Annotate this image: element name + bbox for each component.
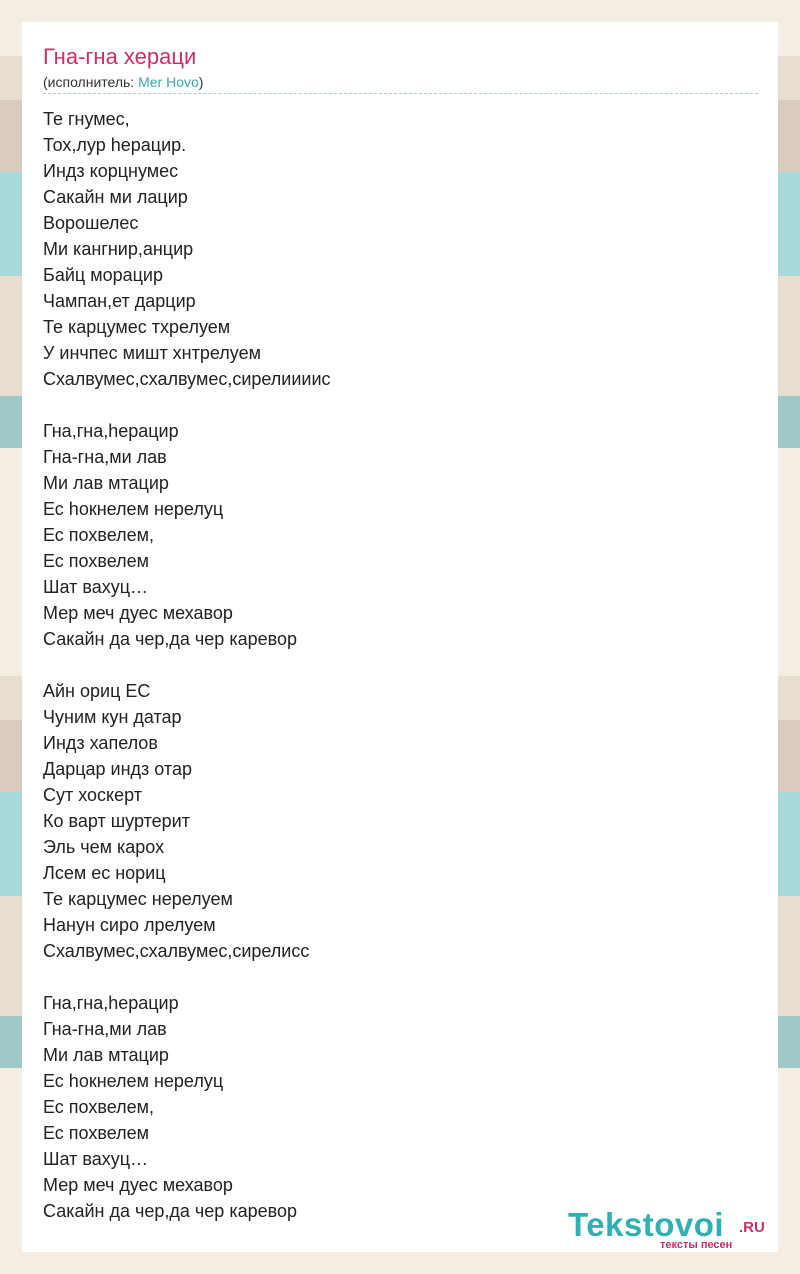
lyric-line: Ес hокнелем нерелуц — [43, 499, 224, 519]
lyric-line: Шат вахуц… — [43, 1149, 149, 1169]
lyric-line: Эль чем карох — [43, 837, 165, 857]
lyric-line: Ес похвелем — [43, 551, 150, 571]
song-title: Гна-гна хераци — [43, 44, 197, 69]
title-divider — [43, 93, 758, 94]
artist-suffix: ) — [198, 74, 204, 90]
lyric-line: Те карцумес тхрелуем — [43, 317, 231, 337]
lyric-line: Ес похвелем, — [43, 1097, 155, 1117]
lyric-line: Гна-гна,ми лав — [43, 447, 167, 467]
lyric-line: У инчпес мишт хнтрелуем — [43, 343, 261, 363]
lyric-line: Гна,гна,hерацир — [43, 993, 179, 1013]
lyric-line: Гна,гна,hерацир — [43, 421, 179, 441]
logo-wordmark: Tekstovoi — [568, 1206, 725, 1243]
lyric-line: Ми лав мтацир — [43, 473, 169, 493]
lyric-line: Мер меч дуес мехавор — [43, 1175, 233, 1195]
lyric-line: Схалвумес,схалвумес,сирелисс — [43, 941, 310, 961]
stanza-gap — [43, 964, 743, 990]
lyric-line: Индз хапелов — [43, 733, 158, 753]
lyric-line: Сакайн да чер,да чер каревор — [43, 1201, 298, 1221]
stanza-gap — [43, 392, 743, 418]
lyric-line: Ес похвелем, — [43, 525, 155, 545]
site-logo[interactable] — [568, 1206, 778, 1252]
lyric-line: Индз корцнумес — [43, 161, 179, 181]
lyric-line: Чампан,ет дарцир — [43, 291, 196, 311]
lyric-line: Байц морацир — [43, 265, 163, 285]
lyric-line: Сут хоскерт — [43, 785, 142, 805]
logo-domain: .RU — [739, 1219, 765, 1236]
lyric-line: Ес похвелем — [43, 1123, 150, 1143]
lyric-line: Те карцумес нерелуем — [43, 889, 233, 909]
logo-tagline: тексты песен — [660, 1239, 733, 1251]
lyric-line: Ко варт шуртерит — [43, 811, 190, 831]
lyric-line: Шат вахуц… — [43, 577, 149, 597]
artist-link[interactable]: Mer Hovo — [138, 74, 199, 90]
lyric-line: Сакайн да чер,да чер каревор — [43, 629, 298, 649]
lyric-line: Лсем ес нориц — [43, 863, 166, 883]
lyric-line: Ес hокнелем нерелуц — [43, 1071, 224, 1091]
artist-line — [43, 73, 203, 91]
lyric-line: Гна-гна,ми лав — [43, 1019, 167, 1039]
artist-prefix: (исполнитель: — [43, 74, 139, 90]
lyric-line: Мер меч дуес мехавор — [43, 603, 233, 623]
lyric-line: Дарцар индз отар — [43, 759, 192, 779]
lyric-line: Ворошелес — [43, 213, 139, 233]
lyric-line: Ми лав мтацир — [43, 1045, 169, 1065]
lyric-line: Нанун сиро лрелуем — [43, 915, 216, 935]
lyric-line: Сакайн ми лацир — [43, 187, 188, 207]
stanza-gap — [43, 652, 743, 678]
lyrics-text — [43, 106, 743, 1224]
lyric-line: Чуним кун датар — [43, 707, 182, 727]
lyric-line: Те гнумес, — [43, 109, 130, 129]
lyrics-card — [22, 22, 778, 1252]
lyric-line: Айн ориц ЕС — [43, 681, 151, 701]
lyric-line: Схалвумес,схалвумес,сирелиииис — [43, 369, 331, 389]
lyric-line: Тох,лур hерацир. — [43, 135, 187, 155]
lyric-line: Ми кангнир,анцир — [43, 239, 194, 259]
